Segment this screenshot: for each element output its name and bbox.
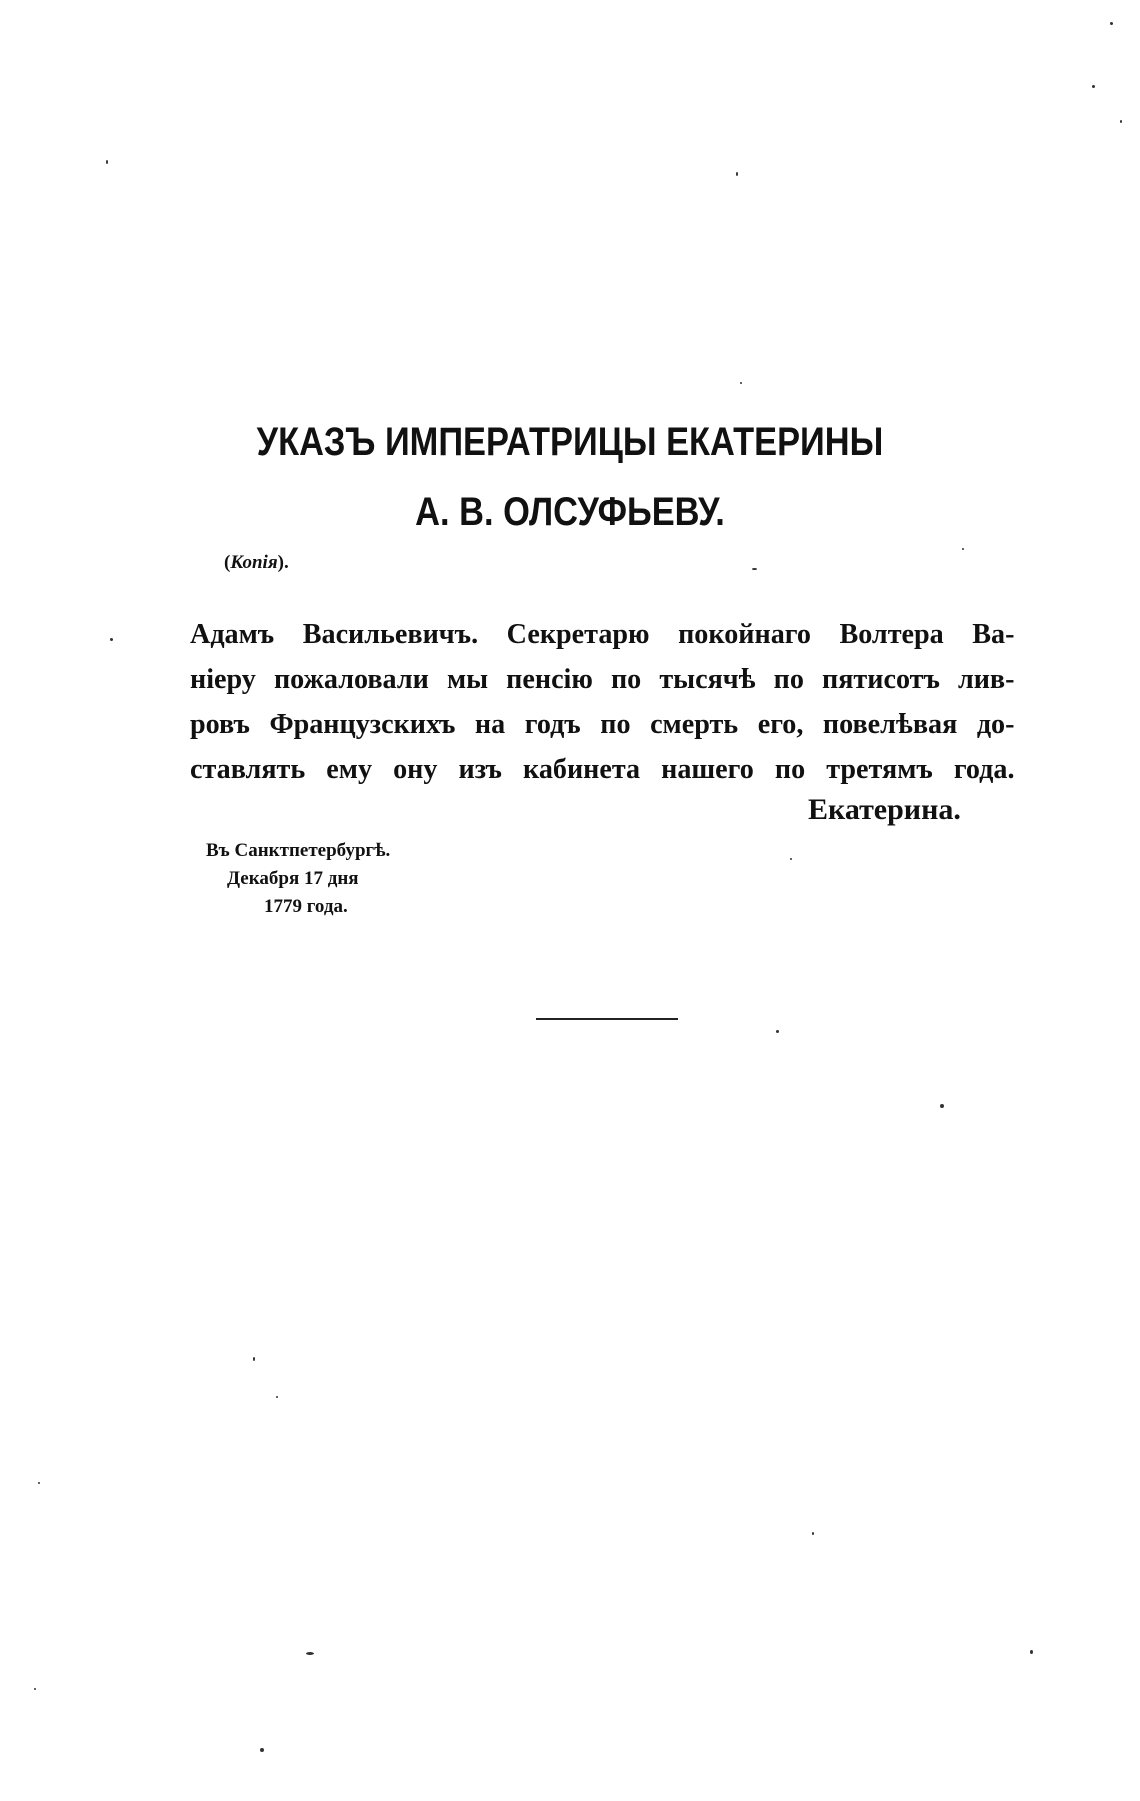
- date-line: Декабря 17 дня: [227, 868, 359, 889]
- scan-speck: [736, 172, 738, 176]
- scan-speck: [1110, 22, 1113, 25]
- copy-note-text: Копія: [230, 552, 278, 573]
- scan-speck: [812, 1532, 814, 1535]
- scan-speck: [752, 568, 757, 570]
- scan-speck: [1120, 120, 1122, 123]
- scan-speck: [106, 160, 108, 164]
- place-line: Въ Санктпетербургѣ.: [206, 840, 391, 861]
- scan-speck: [253, 1357, 255, 1361]
- body-line: ровъ Французскихъ на годъ по смерть его, повелѣвая до-: [190, 708, 1015, 740]
- scan-speck: [306, 1652, 314, 1655]
- scan-speck: [276, 1396, 278, 1398]
- scan-speck: [34, 1688, 36, 1690]
- decree-addressee: А. В. ОЛСУФЬЕВУ.: [415, 490, 725, 534]
- scan-speck: [790, 858, 792, 860]
- scan-speck: [260, 1748, 264, 1752]
- year-line: 1779 года.: [264, 896, 348, 917]
- decree-title: УКАЗЪ ИМПЕРАТРИЦЫ ЕКАТЕРИНЫ: [256, 420, 884, 464]
- decree-body: [190, 612, 1015, 792]
- body-line: ніеру пожаловали мы пенсію по тысячѣ по пятисотъ лив-: [190, 663, 1015, 695]
- scan-speck: [740, 382, 742, 384]
- body-line: Адамъ Васильевичъ. Секретарю покойнаго Волтера Ва-: [190, 618, 1015, 650]
- scan-speck: [38, 1482, 40, 1484]
- scan-speck: [940, 1104, 944, 1108]
- scan-speck: [962, 548, 964, 550]
- signature: Екатерина.: [808, 793, 961, 826]
- scan-speck: [110, 638, 113, 641]
- scan-speck: [1092, 85, 1095, 88]
- scan-speck: [776, 1030, 779, 1033]
- body-line: ставлять ему ону изъ кабинета нашего по третямъ года.: [190, 753, 1015, 785]
- scan-speck: [1030, 1650, 1033, 1654]
- place-and-date: [200, 837, 390, 921]
- copy-note: (Копія).: [224, 552, 289, 573]
- closing-rule: [536, 1018, 678, 1020]
